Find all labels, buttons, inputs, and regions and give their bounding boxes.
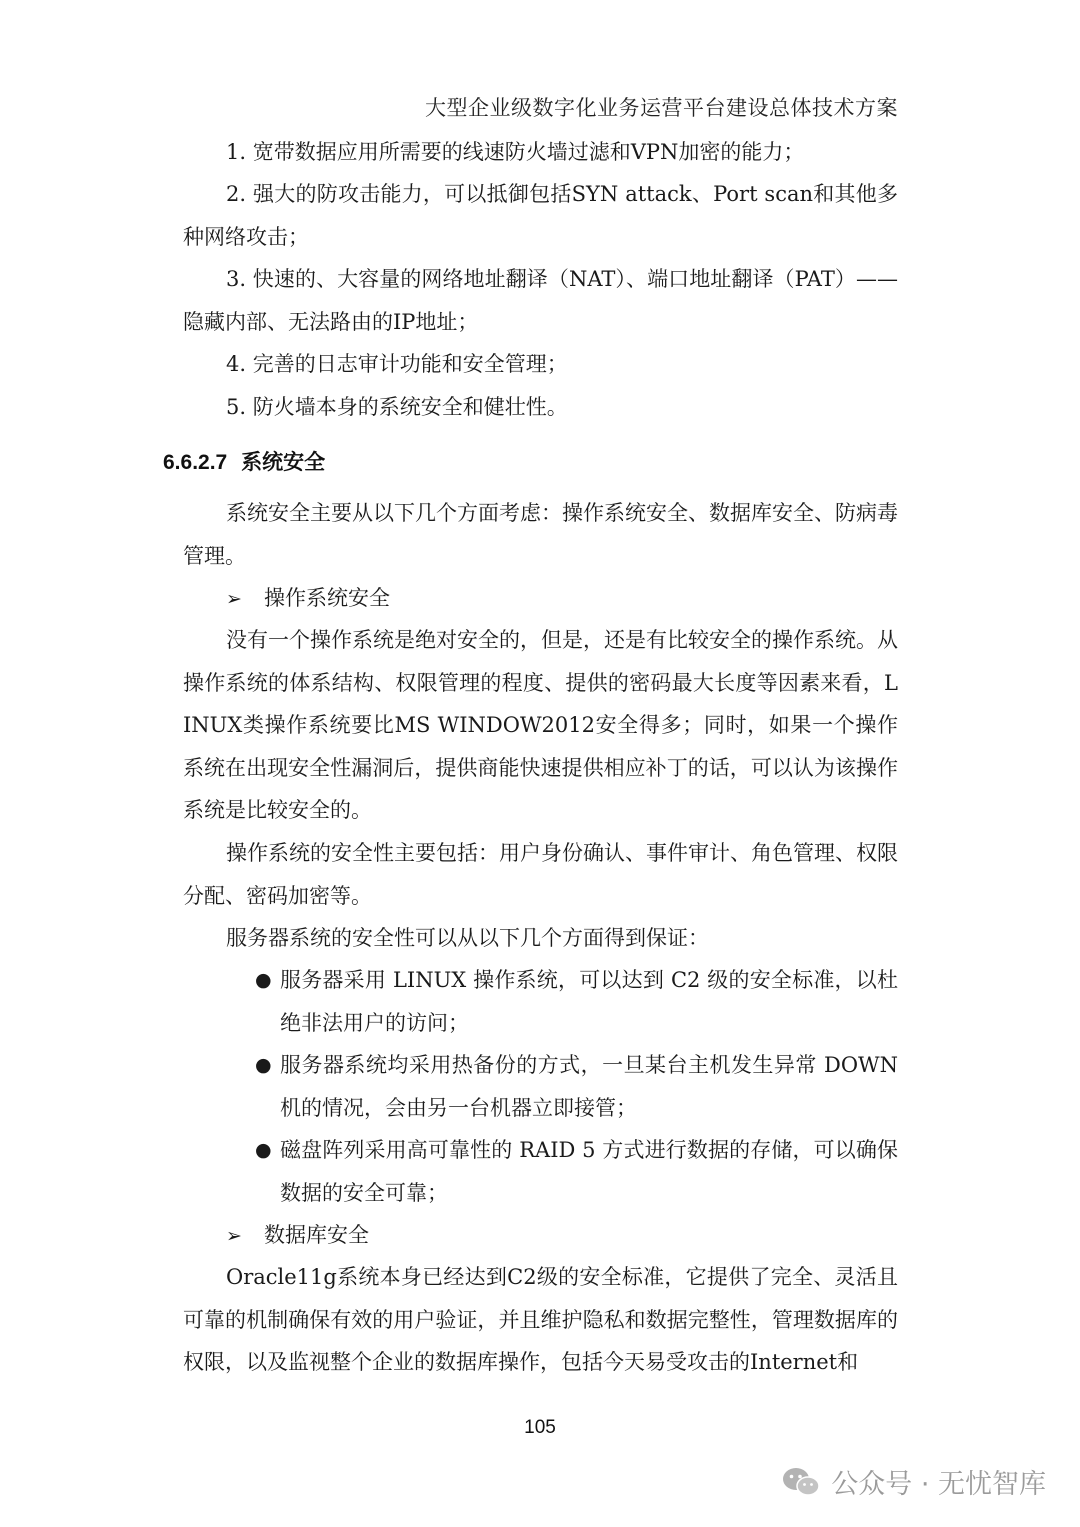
bullet-dot-icon: ●	[255, 1054, 272, 1076]
os-security-title: 操作系统安全	[264, 586, 390, 610]
list-item-5: 5. 防火墙本身的系统安全和健壮性。	[226, 395, 568, 419]
list-item-1: 1. 宽带数据应用所需要的线速防火墙过滤和VPN加密的能力；	[226, 140, 805, 164]
page-number: 105	[524, 1417, 556, 1438]
running-header: 大型企业级数字化业务运营平台建设总体技术方案	[425, 96, 898, 120]
os-security-paragraph-1: 没有一个操作系统是绝对安全的，但是，还是有比较安全的操作系统。从操作系统的体系结构、权限管理的程度、提供的密码最大长度等因素来看，LINUX类操作系统要比MS WINDOW2012安全得多；同时，如果一个操作系统在出现安全性漏洞后，提供商能快速提供相应补丁的话，可以认为该操作系统是比较安全的。	[183, 628, 898, 822]
watermark-text: 公众号 · 无忧智库	[831, 1469, 1046, 1500]
intro-paragraph: 系统安全主要从以下几个方面考虑：操作系统安全、数据库安全、防病毒管理。	[183, 501, 898, 568]
section-heading	[163, 446, 325, 476]
os-security-subheading	[226, 577, 390, 621]
arrow-bullet-icon: ➢	[226, 1225, 242, 1247]
list-item-3: 3. 快速的、大容量的网络地址翻译（NAT）、端口地址翻译（PAT）——隐藏内部、无法路由的IP地址；	[183, 267, 898, 334]
os-security-paragraph-2: 操作系统的安全性主要包括：用户身份确认、事件审计、角色管理、权限分配、密码加密等。	[183, 841, 898, 908]
arrow-bullet-icon: ➢	[226, 588, 242, 610]
db-security-subheading	[226, 1214, 369, 1258]
bullet-dot-icon: ●	[255, 969, 272, 991]
list-item-4: 4. 完善的日志审计功能和安全管理；	[226, 352, 568, 376]
bullet-text: 磁盘阵列采用高可靠性的 RAID 5 方式进行数据的存储，可以确保数据的安全可靠；	[280, 1138, 898, 1205]
db-security-paragraph-1: Oracle11g系统本身已经达到C2级的安全标准，它提供了完全、灵活且可靠的机制确保有效的用户验证，并且维护隐私和数据完整性，管理数据库的权限，以及监视整个企业的数据库操作，包括今天易受攻击的Internet和	[183, 1265, 898, 1374]
wechat-icon	[781, 1466, 821, 1498]
os-security-paragraph-3: 服务器系统的安全性可以从以下几个方面得到保证：	[226, 926, 709, 950]
bullet-item-1	[255, 959, 898, 1044]
section-number: 6.6.2.7	[163, 451, 228, 474]
watermark	[781, 1462, 1046, 1501]
bullet-item-3	[255, 1129, 898, 1214]
bullet-dot-icon: ●	[255, 1139, 272, 1161]
list-item-2: 2. 强大的防攻击能力，可以抵御包括SYN attack、Port scan和其他多种网络攻击；	[183, 182, 898, 249]
bullet-text: 服务器系统均采用热备份的方式，一旦某台主机发生异常 DOWN 机的情况，会由另一台机器立即接管；	[280, 1053, 898, 1120]
section-title: 系统安全	[241, 450, 326, 474]
bullet-item-2	[255, 1044, 898, 1129]
db-security-title: 数据库安全	[264, 1223, 369, 1247]
bullet-text: 服务器采用 LINUX 操作系统，可以达到 C2 级的安全标准，以杜绝非法用户的访问；	[280, 968, 898, 1035]
